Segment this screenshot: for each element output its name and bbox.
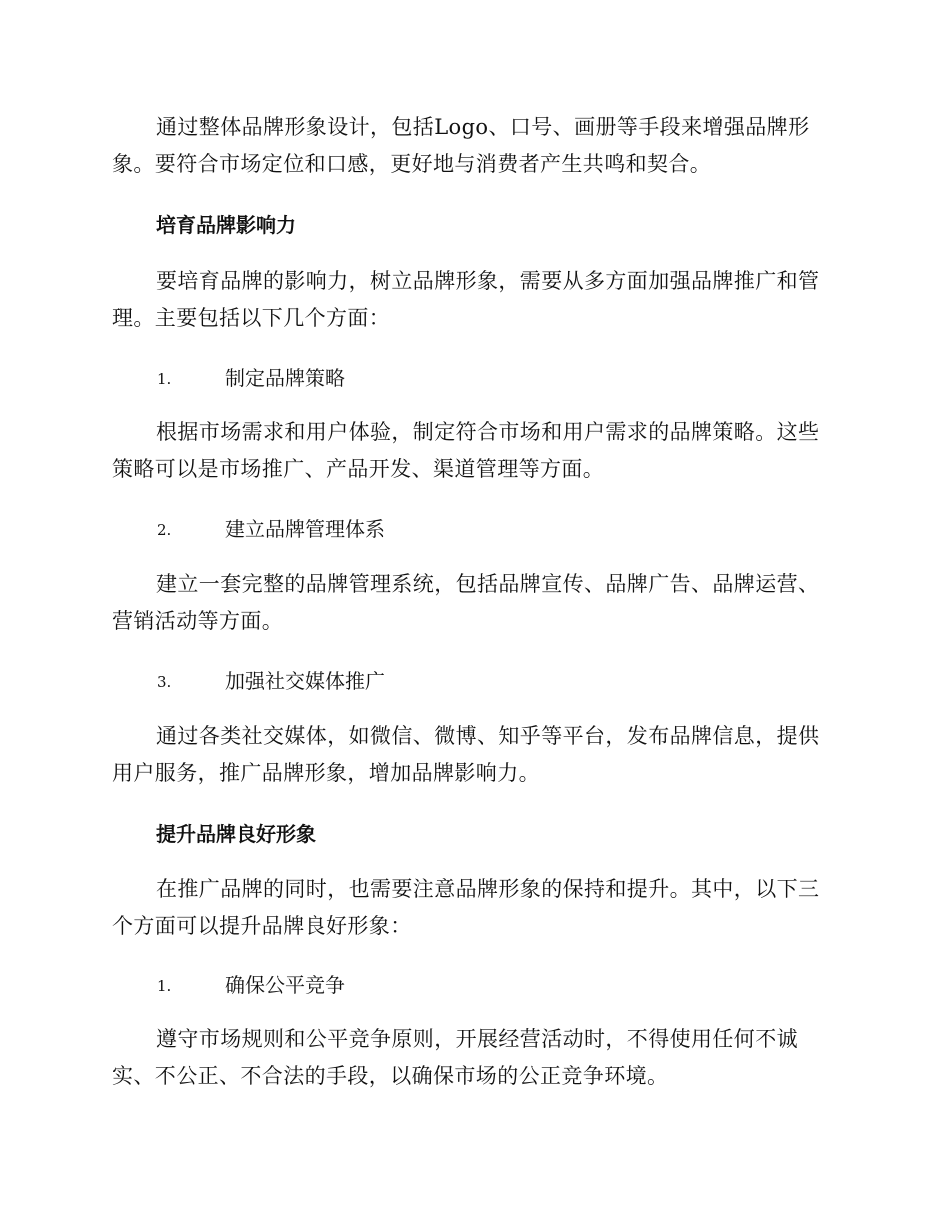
intro-paragraph: 通过整体品牌形象设计，包括Logo、口号、画册等手段来增强品牌形象。要符合市场定位和口感，更好地与消费者产生共鸣和契合。	[112, 115, 810, 176]
list-item-brand-management	[157, 514, 877, 545]
list-item-title: 建立品牌管理体系	[225, 517, 385, 541]
list-item-title: 制定品牌策略	[225, 366, 345, 390]
section-heading-brand-image: 提升品牌良好形象	[156, 822, 316, 846]
section-intro-brand-image: 在推广品牌的同时，也需要注意品牌形象的保持和提升。其中，以下三个方面可以提升品牌良好形象：	[112, 877, 820, 938]
list-item-social-media	[157, 666, 877, 697]
item-body-brand-management: 建立一套完整的品牌管理系统，包括品牌宣传、品牌广告、品牌运营、营销活动等方面。	[112, 572, 820, 633]
list-number: 2.	[157, 521, 172, 539]
list-number: 3.	[157, 673, 172, 691]
item-body-fair-competition: 遵守市场规则和公平竞争原则，开展经营活动时，不得使用任何不诚实、不公正、不合法的手段，以确保市场的公正竞争环境。	[112, 1027, 798, 1088]
list-item-fair-competition	[157, 970, 877, 1001]
item-body-brand-strategy: 根据市场需求和用户体验，制定符合市场和用户需求的品牌策略。这些策略可以是市场推广、产品开发、渠道管理等方面。	[112, 420, 820, 481]
section-heading-brand-influence: 培育品牌影响力	[156, 213, 296, 237]
list-item-brand-strategy	[157, 363, 877, 394]
list-number: 1.	[157, 370, 172, 388]
list-number: 1.	[157, 977, 172, 995]
list-item-title: 确保公平竞争	[225, 973, 345, 997]
section-intro-brand-influence: 要培育品牌的影响力，树立品牌形象，需要从多方面加强品牌推广和管理。主要包括以下几个方面：	[112, 269, 820, 330]
list-item-title: 加强社交媒体推广	[225, 669, 385, 693]
item-body-social-media: 通过各类社交媒体，如微信、微博、知乎等平台，发布品牌信息，提供用户服务，推广品牌形象，增加品牌影响力。	[112, 724, 820, 785]
